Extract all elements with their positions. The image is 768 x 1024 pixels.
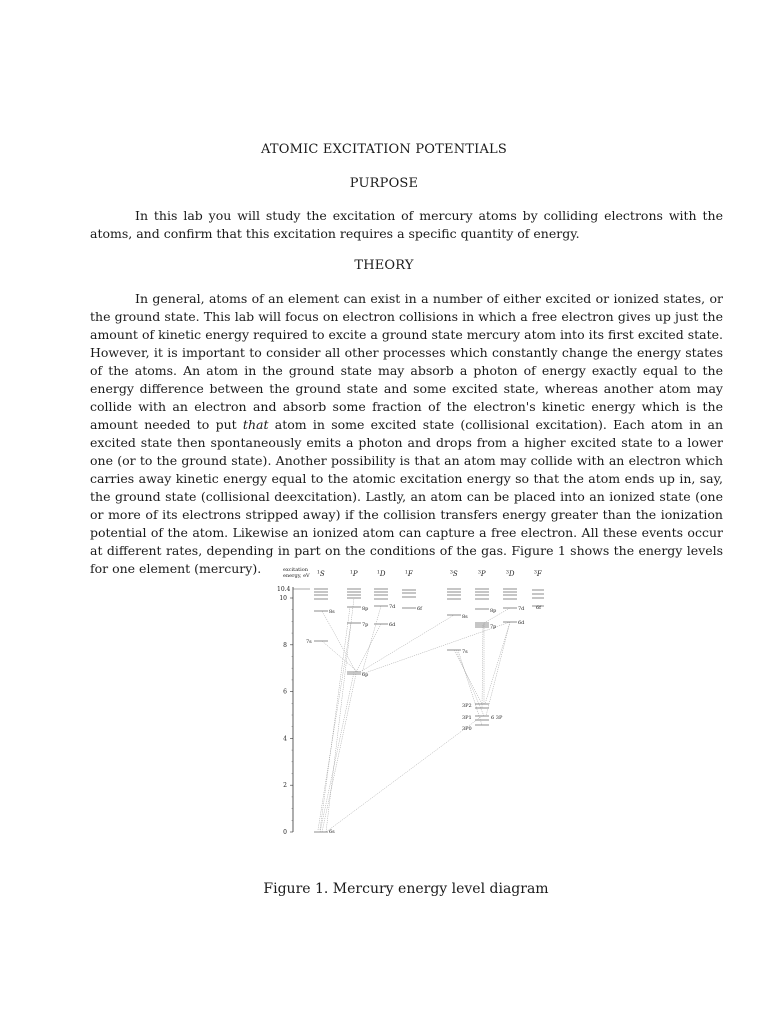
triplet-s-levels [447,589,461,650]
label-3p0: 3P0 [462,726,472,732]
label-1f-6f: 6f [417,606,423,612]
ionization-label: 10.4 [277,586,291,593]
axis-tick-label: 0 [283,829,287,836]
axis-title-line1: excitation [283,567,309,573]
theory-heading: THEORY [354,258,414,273]
energy-levels [314,589,544,832]
column-header-3f: $^3$F [534,570,542,578]
transition-lines [318,598,510,832]
term-column-headers [317,570,543,579]
mercury-energy-level-diagram [270,562,550,842]
label-1d-7d: 7d [389,604,396,610]
label-3p2: 3P2 [462,703,472,709]
axis-tick-label: 2 [283,782,287,790]
label-1p-7p: 7p [362,622,369,628]
label-1p-8p: 8p [362,606,369,612]
figure-caption: Figure 1. Mercury energy level diagram [263,881,549,897]
column-header-1d: $^1$D [377,570,386,578]
theory-paragraph [90,290,723,578]
label-3f-6f: 6f [536,605,542,611]
axis-ticks [279,595,293,836]
singlet-p-levels [347,589,361,674]
column-header-1p: $^1$P [350,570,358,578]
singlet-f-levels [402,590,416,608]
level-labels [306,604,542,835]
axis-tick-label: 6 [283,688,287,696]
label-3p-8p: 8p [490,608,497,614]
label-1s-6s: 6s [329,829,335,835]
label-3s-7s: 7s [462,649,468,655]
axis-tick-label: 4 [283,735,287,743]
triplet-d-levels [503,589,517,622]
singlet-s-levels [314,589,328,832]
purpose-heading: PURPOSE [349,176,419,191]
axis-tick-label: 8 [283,641,287,649]
label-1d-6d: 6d [389,622,396,628]
label-3s-8s: 8s [462,614,468,620]
label-3p1: 3P1 [462,715,472,721]
axis-title-line2: energy, eV [283,573,310,579]
label-1s-8s: 8s [329,609,335,615]
column-header-3s: $^3$S [450,570,458,578]
column-header-1f: $^1$F [405,570,413,578]
theory-text-before: In general, atoms of an element can exist in a number of either excited or ionized states, or the ground state. This lab will focus on electron collisions in which a free electron gives up just the amount of kinetic energy required to excite a ground state mercury atom into its first excited state. However, it is important to consider all other processes which constantly change the energy states of the atoms. An atom in the ground state may absorb a photon of energy exactly equal to the energy difference between the ground state and some excited state, whereas another atom may collide with an electron and absorb some fraction of the electron's kinetic energy which is the amount needed to put [90,291,723,432]
column-header-3d: $^3$D [506,570,515,578]
label-3d-6d: 6d [518,620,525,626]
label-3p-7p: 7p [490,624,497,630]
column-header-1s: $^1$S [317,570,325,578]
theory-emphasis: that [242,417,269,432]
theory-text-after: atom in some excited state (collisional excitation). Each atom in an excited state then spontaneously emits a photon and drops from a higher excited state to a lower one (or to the ground state). Another possibility is that an atom may collide with an electron which carries away kinetic energy equal to the atomic excitation energy so that the atom ends up in, say, the ground state (collisional deexcitation). Lastly, an atom can be placed into an ionized state (one or more of its electrons stripped away) if the collision transfers energy greater than the ionization potential of the atom. Likewise an ionized atom can capture a free electron. All these events occur at different rates, depending in part on the conditions of the gas. Figure 1 shows the energy levels for one element (mercury). [90,417,723,576]
label-6-3p: 6 3P [491,715,503,721]
label-1p-6p: 6p [362,672,369,678]
document-title: ATOMIC EXCITATION POTENTIALS [260,142,507,157]
label-1s-7s: 7s [306,639,312,645]
label-3d-7d: 7d [518,606,525,612]
triplet-f-levels [532,590,544,606]
purpose-paragraph: In this lab you will study the excitation of mercury atoms by colliding electrons with the atoms, and confirm that this excitation requires a specific quantity of energy. [90,208,723,241]
axis-tick-label: 10 [279,595,287,602]
column-header-3p: $^3$P [478,570,486,578]
